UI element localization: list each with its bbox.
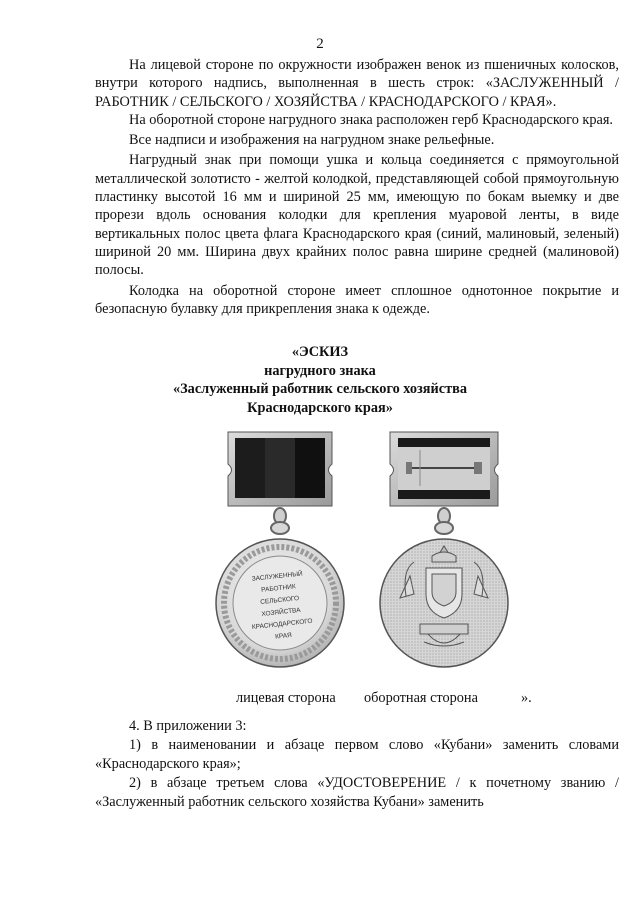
paragraph-front-description: На лицевой стороне по окружности изображен венок из пшеничных колосков, внутри которого надпись, выполненная в шесть строк: «ЗАСЛУЖЕННЫЙ / РАБОТНИК / СЕЛЬСКОГО / ХОЗЯЙСТВА / КРАСНОДАРСКОГО / КРАЯ». [95, 57, 619, 110]
paragraph-item-1: 1) в наименовании и абзаце первом слово «Кубани» заменить словами «Краснодарского края»; [95, 737, 619, 772]
medal-front [216, 539, 344, 667]
medal-front-line5: КРАСНОДАРСКОГО [251, 617, 313, 632]
sketch-title-line3: «Заслуженный работник сельского хозяйства [172, 381, 468, 397]
body-text-bottom [95, 717, 619, 812]
front-ring [271, 508, 289, 534]
medal-sketch-svg [210, 428, 530, 678]
body-text-top [95, 56, 619, 318]
front-block [228, 432, 332, 506]
paragraph-back-description: На оборотной стороне нагрудного знака расположен герб Краснодарского края. [129, 111, 614, 128]
caption-closing: ». [521, 690, 532, 706]
paragraph-item-2: 2) в абзаце третьем слова «УДОСТОВЕРЕНИЕ / к почетному званию / «Заслуженный работник сельского хозяйства Кубани» заменить [95, 775, 619, 810]
page-number: 2 [316, 36, 324, 52]
paragraph-relief: Все надписи и изображения на нагрудном знаке рельефные. [129, 132, 495, 149]
sketch-title [0, 343, 640, 417]
caption-back: оборотная сторона [364, 690, 478, 706]
sketch-title-line2: нагрудного знака [264, 362, 376, 379]
sketch-title-line1: «ЭСКИЗ [291, 344, 349, 360]
medal-front-line1: ЗАСЛУЖЕННЫЙ [251, 570, 304, 583]
medal-front-line6: КРАЯ [274, 631, 293, 641]
back-ring [435, 508, 453, 534]
medal-sketch-figure [210, 428, 530, 678]
medal-front-line2: РАБОТНИК [260, 583, 297, 594]
paragraph-appendix-3: 4. В приложении 3: [129, 718, 247, 734]
caption-front: лицевая сторона [236, 690, 336, 706]
medal-back [380, 539, 508, 667]
back-block [390, 432, 498, 506]
medal-front-line4: ХОЗЯЙСТВА [261, 606, 301, 618]
paragraph-block-back: Колодка на оборотной стороне имеет сплошное однотонное покрытие и безопасную булавку для прикрепления знака к одежде. [95, 282, 619, 317]
sketch-title-line4: Краснодарского края» [247, 399, 393, 416]
medal-front-line3: СЕЛЬСКОГО [259, 594, 300, 607]
paragraph-block-description: Нагрудный знак при помощи ушка и кольца соединяется с прямоугольной металлической золотисто - желтой колодкой, представляющей собой прямоугольную пластинку высотой 16 мм и шириной 25 мм, имеющую по бокам выемку и две прорези вдоль основания колодки для крепления муаровой ленты, в виде вертикальных полос цвета флага Краснодарского края (синий, малиновый, зеленый) шириной 20 мм. Ширина двух крайних полос равна ширине средней (малиновой) полосы. [95, 152, 619, 279]
